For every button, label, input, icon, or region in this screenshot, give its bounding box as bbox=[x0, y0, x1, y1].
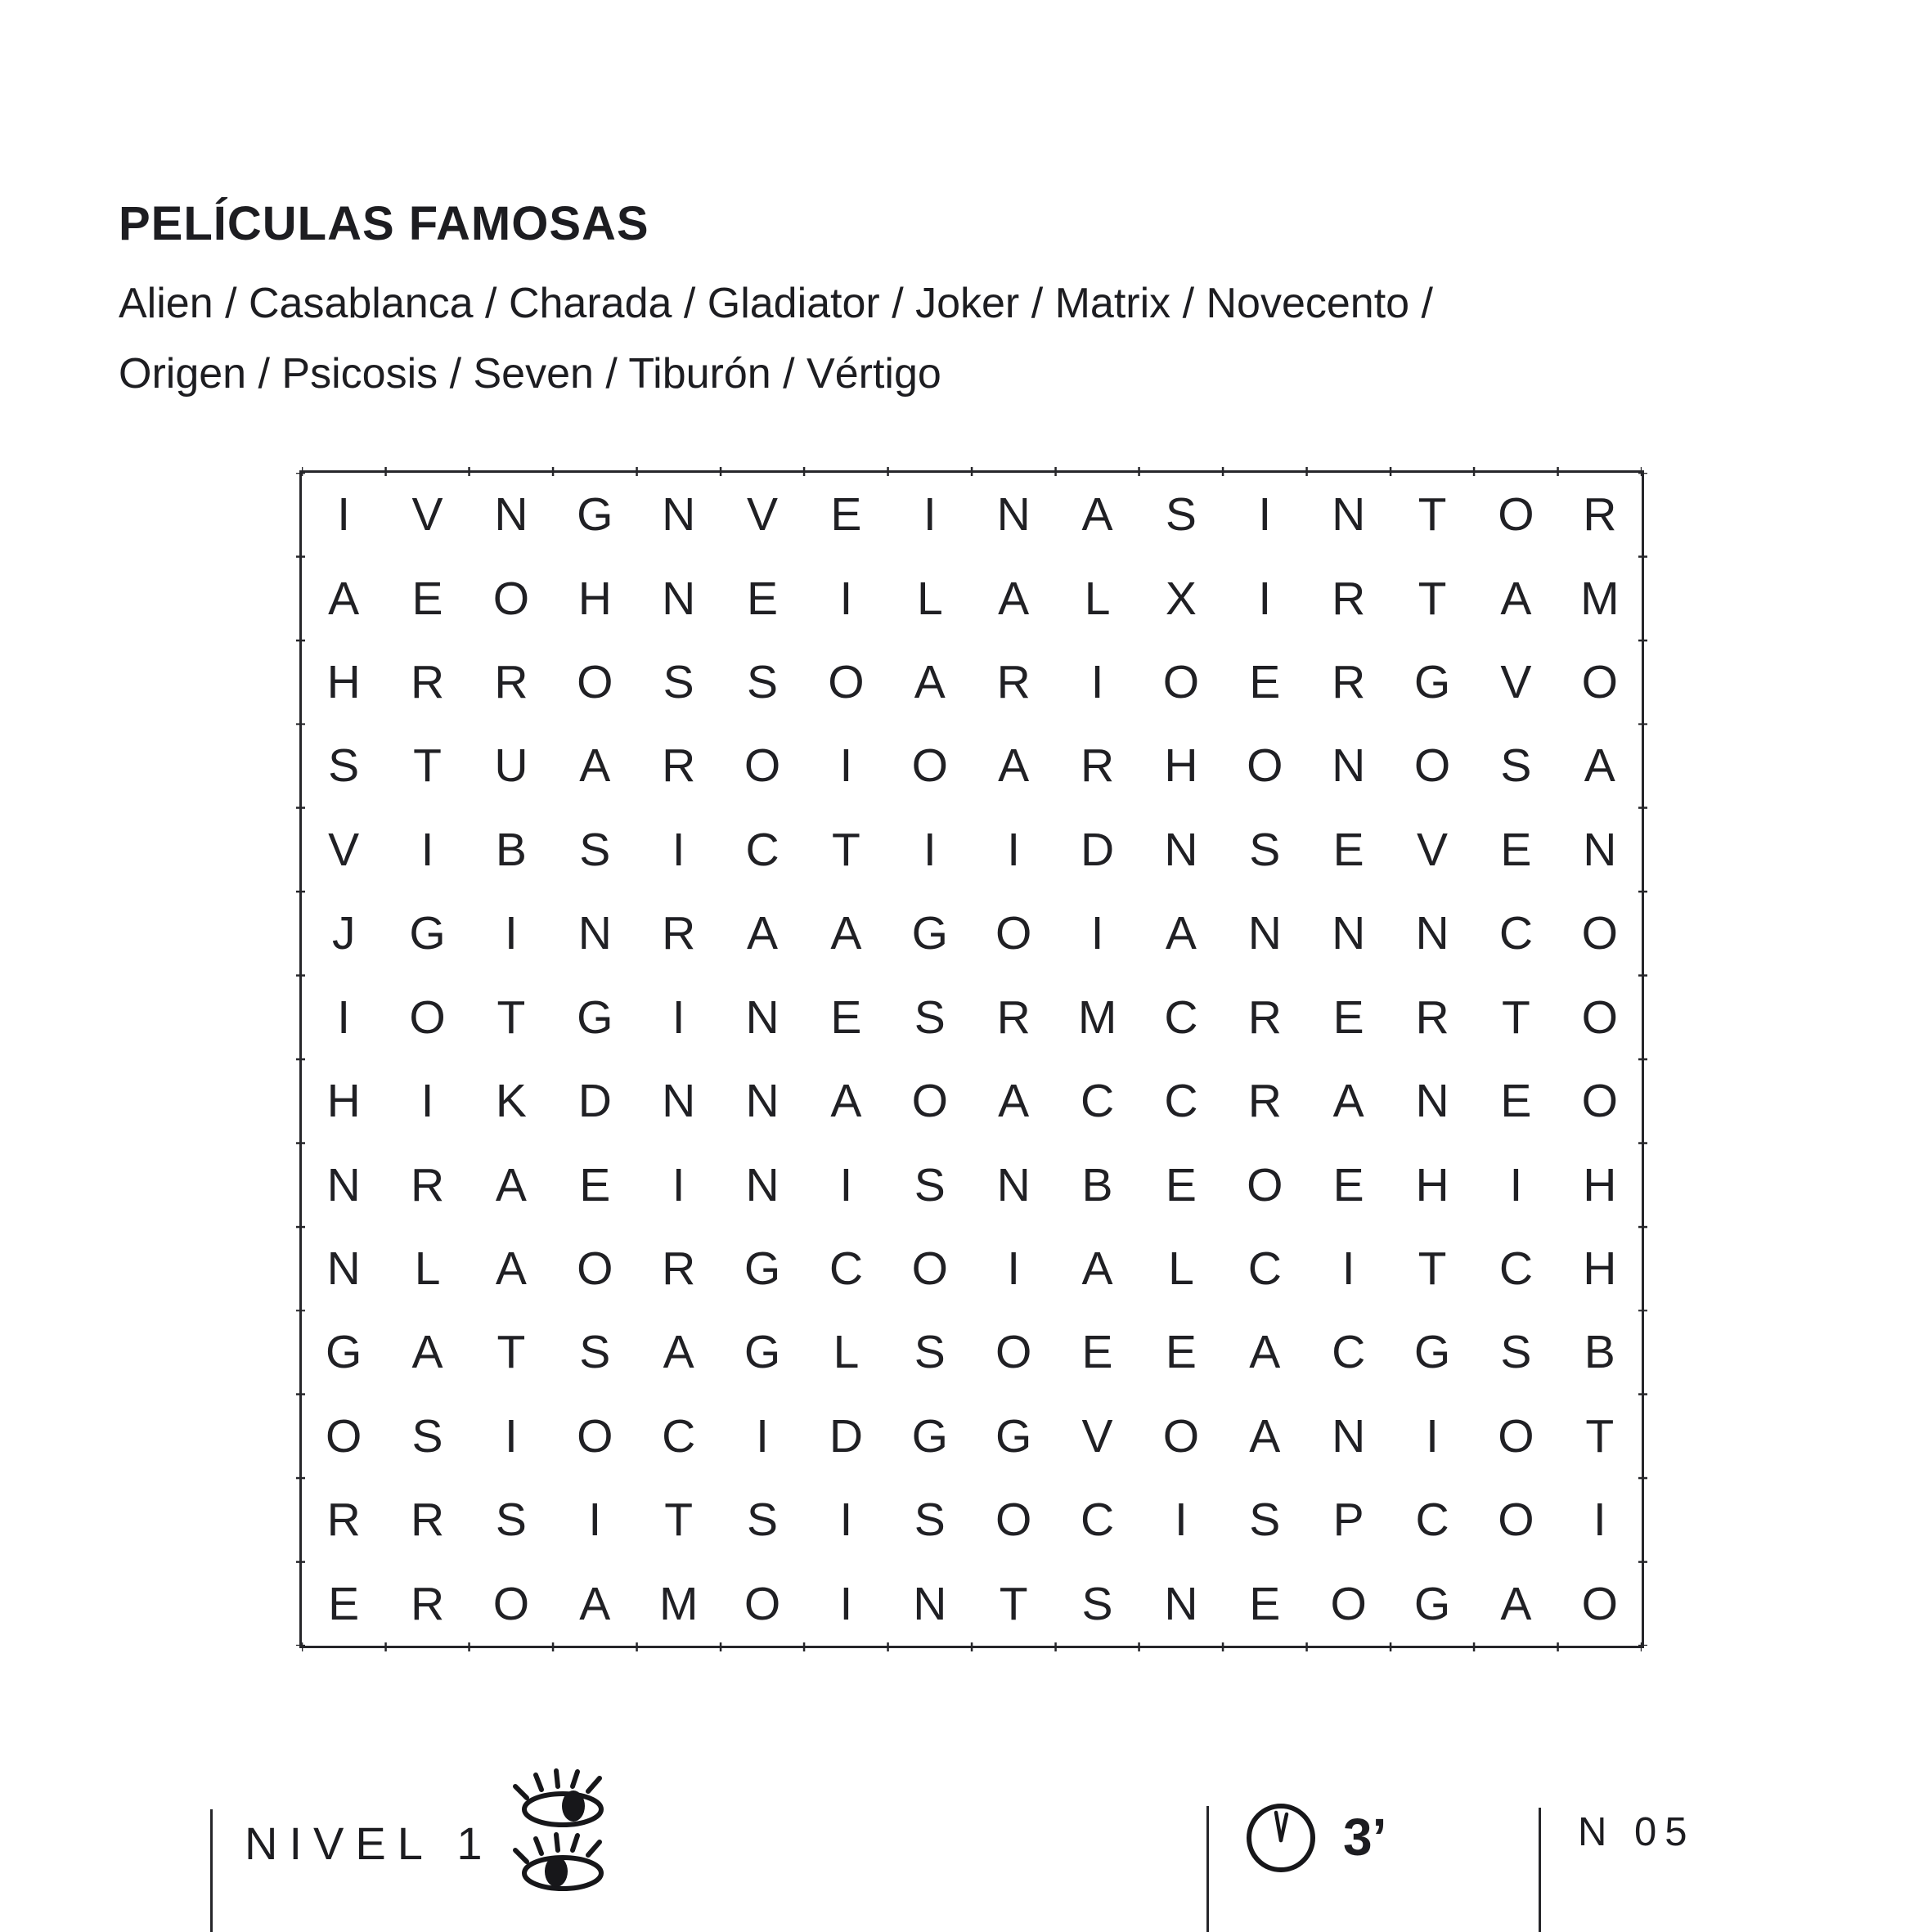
grid-cell[interactable]: O bbox=[1581, 907, 1618, 960]
grid-cell[interactable]: G bbox=[577, 488, 613, 541]
grid-cell[interactable]: A bbox=[579, 739, 611, 793]
header bbox=[119, 198, 1433, 409]
grid-cell[interactable]: I bbox=[839, 739, 853, 793]
grid-cell[interactable]: A bbox=[663, 1326, 694, 1379]
grid-cell[interactable]: N bbox=[745, 991, 780, 1044]
grid-cell[interactable]: R bbox=[996, 991, 1031, 1044]
grid-cell[interactable]: A bbox=[830, 1075, 862, 1128]
grid-cell[interactable]: H bbox=[1583, 1242, 1617, 1296]
grid-cell[interactable]: O bbox=[1330, 1577, 1367, 1630]
grid-cell[interactable]: I bbox=[337, 991, 351, 1044]
grid-cell[interactable]: R bbox=[1080, 739, 1115, 793]
grid-cell[interactable]: N bbox=[1164, 1577, 1198, 1630]
grid-cell[interactable]: V bbox=[747, 488, 779, 541]
grid-cell[interactable]: N bbox=[326, 1242, 361, 1296]
grid-cell[interactable]: A bbox=[495, 1158, 527, 1211]
grid-cell[interactable]: T bbox=[1418, 572, 1447, 625]
grid-cell[interactable]: A bbox=[998, 572, 1030, 625]
grid-cell[interactable]: H bbox=[1415, 1158, 1449, 1211]
grid-cell[interactable]: D bbox=[829, 1409, 864, 1462]
grid-cell[interactable]: N bbox=[1415, 1075, 1449, 1128]
page-title: PELÍCULAS FAMOSAS bbox=[119, 197, 649, 250]
grid-cell[interactable]: B bbox=[1081, 1158, 1113, 1211]
grid-cell[interactable]: G bbox=[409, 907, 446, 960]
grid-cell[interactable]: N bbox=[1332, 739, 1366, 793]
grid-cell[interactable]: L bbox=[414, 1242, 441, 1296]
grid-cell[interactable]: S bbox=[579, 1326, 611, 1379]
grid-cell[interactable]: C bbox=[1498, 1242, 1534, 1296]
grid-cell[interactable]: E bbox=[1332, 823, 1364, 876]
grid-cell[interactable]: T bbox=[1502, 991, 1530, 1044]
grid-cell[interactable]: G bbox=[744, 1326, 781, 1379]
grid-cell[interactable]: R bbox=[326, 1494, 361, 1547]
grid-cell[interactable]: R bbox=[1332, 656, 1366, 709]
grid-cell[interactable]: R bbox=[410, 1494, 445, 1547]
grid-cell[interactable]: G bbox=[911, 907, 948, 960]
grid-cell[interactable]: S bbox=[1500, 1326, 1532, 1379]
grid-cell[interactable]: I bbox=[420, 823, 434, 876]
grid-cell[interactable]: R bbox=[996, 656, 1031, 709]
grid-cell[interactable]: A bbox=[1332, 1075, 1364, 1128]
grid-cell[interactable]: P bbox=[1332, 1494, 1364, 1547]
eye-icon bbox=[509, 1831, 615, 1891]
grid-cell[interactable]: O bbox=[1498, 1409, 1534, 1462]
word-search-grid bbox=[299, 470, 1644, 1648]
grid-cell[interactable]: C bbox=[1415, 1494, 1449, 1547]
grid-cell[interactable]: C bbox=[662, 1409, 696, 1462]
grid-cell[interactable]: A bbox=[495, 1242, 527, 1296]
grid-cell[interactable]: O bbox=[744, 739, 781, 793]
grid-cell[interactable]: E bbox=[830, 488, 862, 541]
grid-cell[interactable]: O bbox=[744, 1577, 781, 1630]
grid-cell[interactable]: D bbox=[1080, 823, 1115, 876]
grid-cell[interactable]: G bbox=[995, 1409, 1032, 1462]
grid-cell[interactable]: G bbox=[1413, 1326, 1451, 1379]
grid-cell[interactable]: I bbox=[923, 488, 937, 541]
grid-cell[interactable]: R bbox=[1583, 488, 1617, 541]
grid-cell[interactable]: O bbox=[1413, 739, 1451, 793]
grid-cell[interactable]: N bbox=[745, 1158, 780, 1211]
grid-cell[interactable]: O bbox=[492, 1577, 530, 1630]
grid-cell[interactable]: R bbox=[1247, 991, 1282, 1044]
grid-cell[interactable]: E bbox=[1249, 656, 1281, 709]
grid-cell[interactable]: I bbox=[839, 1494, 853, 1547]
word-list-line-2: Origen / Psicosis / Seven / Tiburón / Vértigo bbox=[119, 350, 941, 398]
grid-cell[interactable]: T bbox=[1418, 1242, 1447, 1296]
grid-cell[interactable]: O bbox=[492, 572, 530, 625]
puzzle-number-label: N 05 bbox=[1578, 1810, 1696, 1854]
grid-cell[interactable]: A bbox=[747, 907, 779, 960]
grid-cell[interactable]: V bbox=[328, 823, 360, 876]
grid-cell[interactable]: S bbox=[747, 1494, 779, 1547]
grid-cell[interactable]: E bbox=[1165, 1158, 1197, 1211]
grid-cell[interactable]: N bbox=[1247, 907, 1282, 960]
footer-divider-left bbox=[210, 1809, 213, 1932]
grid-cell[interactable]: R bbox=[494, 656, 528, 709]
grid-cell[interactable]: L bbox=[1084, 572, 1111, 625]
grid-cell[interactable]: O bbox=[577, 1409, 613, 1462]
grid-cell[interactable]: O bbox=[1162, 656, 1200, 709]
grid-cell[interactable]: V bbox=[1500, 656, 1532, 709]
grid-cell[interactable]: E bbox=[1332, 991, 1364, 1044]
grid-cell[interactable]: S bbox=[663, 656, 694, 709]
grid-cell[interactable]: V bbox=[1417, 823, 1449, 876]
grid-cell[interactable]: K bbox=[495, 1075, 527, 1128]
grid-cell[interactable]: L bbox=[916, 572, 943, 625]
grid-cell[interactable]: S bbox=[1165, 488, 1197, 541]
grid-cell[interactable]: O bbox=[995, 1326, 1032, 1379]
grid-cell[interactable]: T bbox=[496, 1326, 526, 1379]
grid-cell[interactable]: A bbox=[1500, 1577, 1532, 1630]
grid-cell[interactable]: E bbox=[1500, 1075, 1532, 1128]
grid-cell[interactable]: T bbox=[1585, 1409, 1615, 1462]
grid-cell[interactable]: I bbox=[672, 823, 685, 876]
grid-cell[interactable]: S bbox=[411, 1409, 443, 1462]
grid-cell[interactable]: N bbox=[1332, 907, 1366, 960]
grid-cell[interactable]: S bbox=[747, 656, 779, 709]
grid-cell[interactable]: O bbox=[1162, 1409, 1200, 1462]
word-list-line-1: Alien / Casablanca / Charada / Gladiator / Joker / Matrix / Novecento / bbox=[119, 280, 1433, 327]
grid-cell[interactable]: S bbox=[914, 991, 946, 1044]
grid-cell[interactable]: E bbox=[1081, 1326, 1113, 1379]
grid-cell[interactable]: N bbox=[326, 1158, 361, 1211]
eye-icon bbox=[509, 1767, 615, 1827]
grid-cell[interactable]: R bbox=[410, 1158, 445, 1211]
grid-cell[interactable]: I bbox=[505, 1409, 518, 1462]
grid-cell[interactable]: S bbox=[1500, 739, 1532, 793]
grid-cell[interactable]: N bbox=[996, 1158, 1031, 1211]
grid-cell[interactable]: S bbox=[914, 1158, 946, 1211]
grid-cell[interactable]: S bbox=[495, 1494, 527, 1547]
grid-cell[interactable]: R bbox=[662, 1242, 696, 1296]
grid-cell[interactable]: X bbox=[1165, 572, 1197, 625]
grid-cell[interactable]: H bbox=[1583, 1158, 1617, 1211]
grid-cell[interactable]: O bbox=[828, 656, 865, 709]
grid-cell[interactable]: E bbox=[579, 1158, 611, 1211]
grid-cell[interactable]: T bbox=[664, 1494, 694, 1547]
grid-cell[interactable]: S bbox=[914, 1326, 946, 1379]
clock-icon bbox=[1242, 1799, 1319, 1876]
grid-cell[interactable]: N bbox=[662, 572, 696, 625]
grid-cell[interactable]: H bbox=[326, 1075, 361, 1128]
grid-cell[interactable]: E bbox=[1500, 823, 1532, 876]
grid-cell[interactable]: A bbox=[1249, 1326, 1281, 1379]
grid-cell[interactable]: I bbox=[923, 823, 937, 876]
grid-cell[interactable]: N bbox=[1332, 1409, 1366, 1462]
grid-cell[interactable]: V bbox=[411, 488, 443, 541]
grid-cell[interactable]: M bbox=[1580, 572, 1620, 625]
grid-cell[interactable]: G bbox=[744, 1242, 781, 1296]
grid-cell[interactable]: C bbox=[1164, 1075, 1198, 1128]
grid-cell[interactable]: A bbox=[1081, 1242, 1113, 1296]
grid-cell[interactable]: O bbox=[1498, 1494, 1534, 1547]
grid-cell[interactable]: E bbox=[1165, 1326, 1197, 1379]
grid-cell[interactable]: E bbox=[830, 991, 862, 1044]
grid-cell[interactable]: I bbox=[1509, 1158, 1523, 1211]
grid-cell[interactable]: O bbox=[577, 656, 613, 709]
time-limit-label: 3’ bbox=[1343, 1808, 1387, 1867]
grid-cell[interactable]: B bbox=[1584, 1326, 1615, 1379]
grid-cell[interactable]: E bbox=[1249, 1577, 1281, 1630]
grid-cell[interactable]: N bbox=[494, 488, 528, 541]
grid-cell[interactable]: G bbox=[1413, 656, 1451, 709]
grid-cell[interactable]: I bbox=[1341, 1242, 1355, 1296]
grid-cell[interactable]: I bbox=[1593, 1494, 1606, 1547]
grid-cell[interactable]: S bbox=[1081, 1577, 1113, 1630]
grid-cell[interactable]: G bbox=[1413, 1577, 1451, 1630]
grid-cell[interactable]: U bbox=[494, 739, 528, 793]
grid-cell[interactable]: A bbox=[998, 739, 1030, 793]
grid-cell[interactable]: I bbox=[756, 1409, 769, 1462]
grid-cell[interactable]: R bbox=[662, 739, 696, 793]
grid-cell[interactable]: E bbox=[411, 572, 443, 625]
grid-cell[interactable]: I bbox=[1426, 1409, 1439, 1462]
grid-cell[interactable]: C bbox=[1164, 991, 1198, 1044]
grid-cell[interactable]: O bbox=[1581, 1577, 1618, 1630]
grid-cell[interactable]: B bbox=[495, 823, 527, 876]
grid-cell[interactable]: A bbox=[1500, 572, 1532, 625]
grid-cell[interactable]: S bbox=[1249, 823, 1281, 876]
footer-divider-right bbox=[1539, 1808, 1541, 1932]
grid-cell[interactable]: N bbox=[662, 1075, 696, 1128]
grid-cell[interactable]: S bbox=[328, 739, 360, 793]
grid-cell[interactable]: A bbox=[1249, 1409, 1281, 1462]
grid-cell[interactable]: I bbox=[1090, 656, 1104, 709]
grid-cell[interactable]: C bbox=[829, 1242, 864, 1296]
grid-cell[interactable]: N bbox=[662, 488, 696, 541]
grid-cell[interactable]: S bbox=[1249, 1494, 1281, 1547]
grid-cell[interactable]: C bbox=[1332, 1326, 1366, 1379]
grid-cell[interactable]: O bbox=[1247, 739, 1283, 793]
grid-cell[interactable]: R bbox=[410, 656, 445, 709]
grid-cell[interactable]: N bbox=[1583, 823, 1617, 876]
grid-cell[interactable]: A bbox=[411, 1326, 443, 1379]
grid-cell[interactable]: I bbox=[839, 1577, 853, 1630]
grid-cell[interactable]: A bbox=[1081, 488, 1113, 541]
grid-cell[interactable]: C bbox=[1498, 907, 1534, 960]
grid-cell[interactable]: A bbox=[1165, 907, 1197, 960]
grid-cell[interactable]: I bbox=[588, 1494, 602, 1547]
grid-cell[interactable]: H bbox=[577, 572, 612, 625]
grid-cell[interactable]: I bbox=[839, 572, 853, 625]
grid-cell[interactable]: O bbox=[577, 1242, 613, 1296]
grid-cell[interactable]: I bbox=[1258, 488, 1272, 541]
grid-cell[interactable]: I bbox=[1175, 1494, 1188, 1547]
grid-cell[interactable]: I bbox=[1007, 1242, 1021, 1296]
grid-cell[interactable]: O bbox=[911, 739, 948, 793]
grid-cell[interactable]: R bbox=[1415, 991, 1449, 1044]
grid-cell[interactable]: R bbox=[1332, 572, 1366, 625]
grid-cell[interactable]: T bbox=[496, 991, 526, 1044]
grid-cell[interactable]: S bbox=[914, 1494, 946, 1547]
grid-cell[interactable]: E bbox=[747, 572, 779, 625]
grid-cell[interactable]: I bbox=[337, 488, 351, 541]
grid-cell[interactable]: N bbox=[913, 1577, 947, 1630]
grid-cell[interactable]: I bbox=[672, 1158, 685, 1211]
grid-cell[interactable]: O bbox=[1247, 1158, 1283, 1211]
difficulty-eyes bbox=[509, 1767, 615, 1891]
grid-cell[interactable]: E bbox=[328, 1577, 360, 1630]
grid-cell[interactable]: L bbox=[1168, 1242, 1194, 1296]
grid-cell[interactable]: S bbox=[579, 823, 611, 876]
grid-cell[interactable]: L bbox=[833, 1326, 860, 1379]
grid-cell[interactable]: C bbox=[1080, 1075, 1115, 1128]
grid-cell[interactable]: A bbox=[579, 1577, 611, 1630]
grid-cell[interactable]: N bbox=[1164, 823, 1198, 876]
grid-cell[interactable]: D bbox=[577, 1075, 612, 1128]
grid-cell[interactable]: R bbox=[410, 1577, 445, 1630]
grid-cell[interactable]: O bbox=[1581, 656, 1618, 709]
footer-divider-middle bbox=[1206, 1806, 1209, 1932]
grid-cell[interactable]: A bbox=[1584, 739, 1615, 793]
grid-cell[interactable]: T bbox=[832, 823, 860, 876]
grid-cell[interactable]: I bbox=[1007, 823, 1021, 876]
level-label: NIVEL 1 bbox=[245, 1817, 494, 1869]
grid-cell[interactable]: T bbox=[413, 739, 442, 793]
grid-cell[interactable]: G bbox=[577, 991, 613, 1044]
grid-cell[interactable]: J bbox=[331, 907, 356, 960]
grid-cell[interactable]: O bbox=[326, 1409, 362, 1462]
grid-cell[interactable]: O bbox=[1498, 488, 1534, 541]
grid-cell[interactable]: H bbox=[326, 656, 361, 709]
grid-cell[interactable]: N bbox=[577, 907, 612, 960]
grid-cell[interactable]: I bbox=[420, 1075, 434, 1128]
grid-cell[interactable]: I bbox=[505, 907, 518, 960]
grid-cell[interactable]: O bbox=[1581, 1075, 1618, 1128]
grid-cell[interactable]: O bbox=[1581, 991, 1618, 1044]
grid-cell[interactable]: T bbox=[1418, 488, 1447, 541]
grid-cell[interactable]: A bbox=[328, 572, 360, 625]
grid-cell[interactable]: M bbox=[658, 1577, 699, 1630]
grid-cell[interactable]: N bbox=[1332, 488, 1366, 541]
grid-cell[interactable]: M bbox=[1077, 991, 1117, 1044]
grid-cell[interactable]: O bbox=[911, 1075, 948, 1128]
grid-cell[interactable]: O bbox=[911, 1242, 948, 1296]
grid-cell[interactable]: C bbox=[1247, 1242, 1282, 1296]
grid-cell[interactable]: N bbox=[1415, 907, 1449, 960]
grid-cell[interactable]: V bbox=[1081, 1409, 1113, 1462]
grid-cell[interactable]: T bbox=[999, 1577, 1028, 1630]
grid-cell[interactable]: R bbox=[662, 907, 696, 960]
grid-cell[interactable]: R bbox=[1247, 1075, 1282, 1128]
grid-cell[interactable]: I bbox=[672, 991, 685, 1044]
grid-cell[interactable]: O bbox=[409, 991, 446, 1044]
grid-cell[interactable]: O bbox=[995, 1494, 1032, 1547]
grid-cell[interactable]: N bbox=[996, 488, 1031, 541]
grid-cell[interactable]: N bbox=[745, 1075, 780, 1128]
grid-cell[interactable]: A bbox=[830, 907, 862, 960]
grid-cell[interactable]: A bbox=[914, 656, 946, 709]
grid-cell[interactable]: I bbox=[1090, 907, 1104, 960]
grid-cell[interactable]: G bbox=[326, 1326, 362, 1379]
grid-cell[interactable]: C bbox=[745, 823, 780, 876]
grid-cell[interactable]: I bbox=[1258, 572, 1272, 625]
grid-cell[interactable]: O bbox=[995, 907, 1032, 960]
grid-cell[interactable]: G bbox=[911, 1409, 948, 1462]
grid-cell[interactable]: A bbox=[998, 1075, 1030, 1128]
grid-cell[interactable]: H bbox=[1164, 739, 1198, 793]
grid-cell[interactable]: C bbox=[1080, 1494, 1115, 1547]
grid-cell[interactable]: E bbox=[1332, 1158, 1364, 1211]
grid-cell[interactable]: I bbox=[839, 1158, 853, 1211]
